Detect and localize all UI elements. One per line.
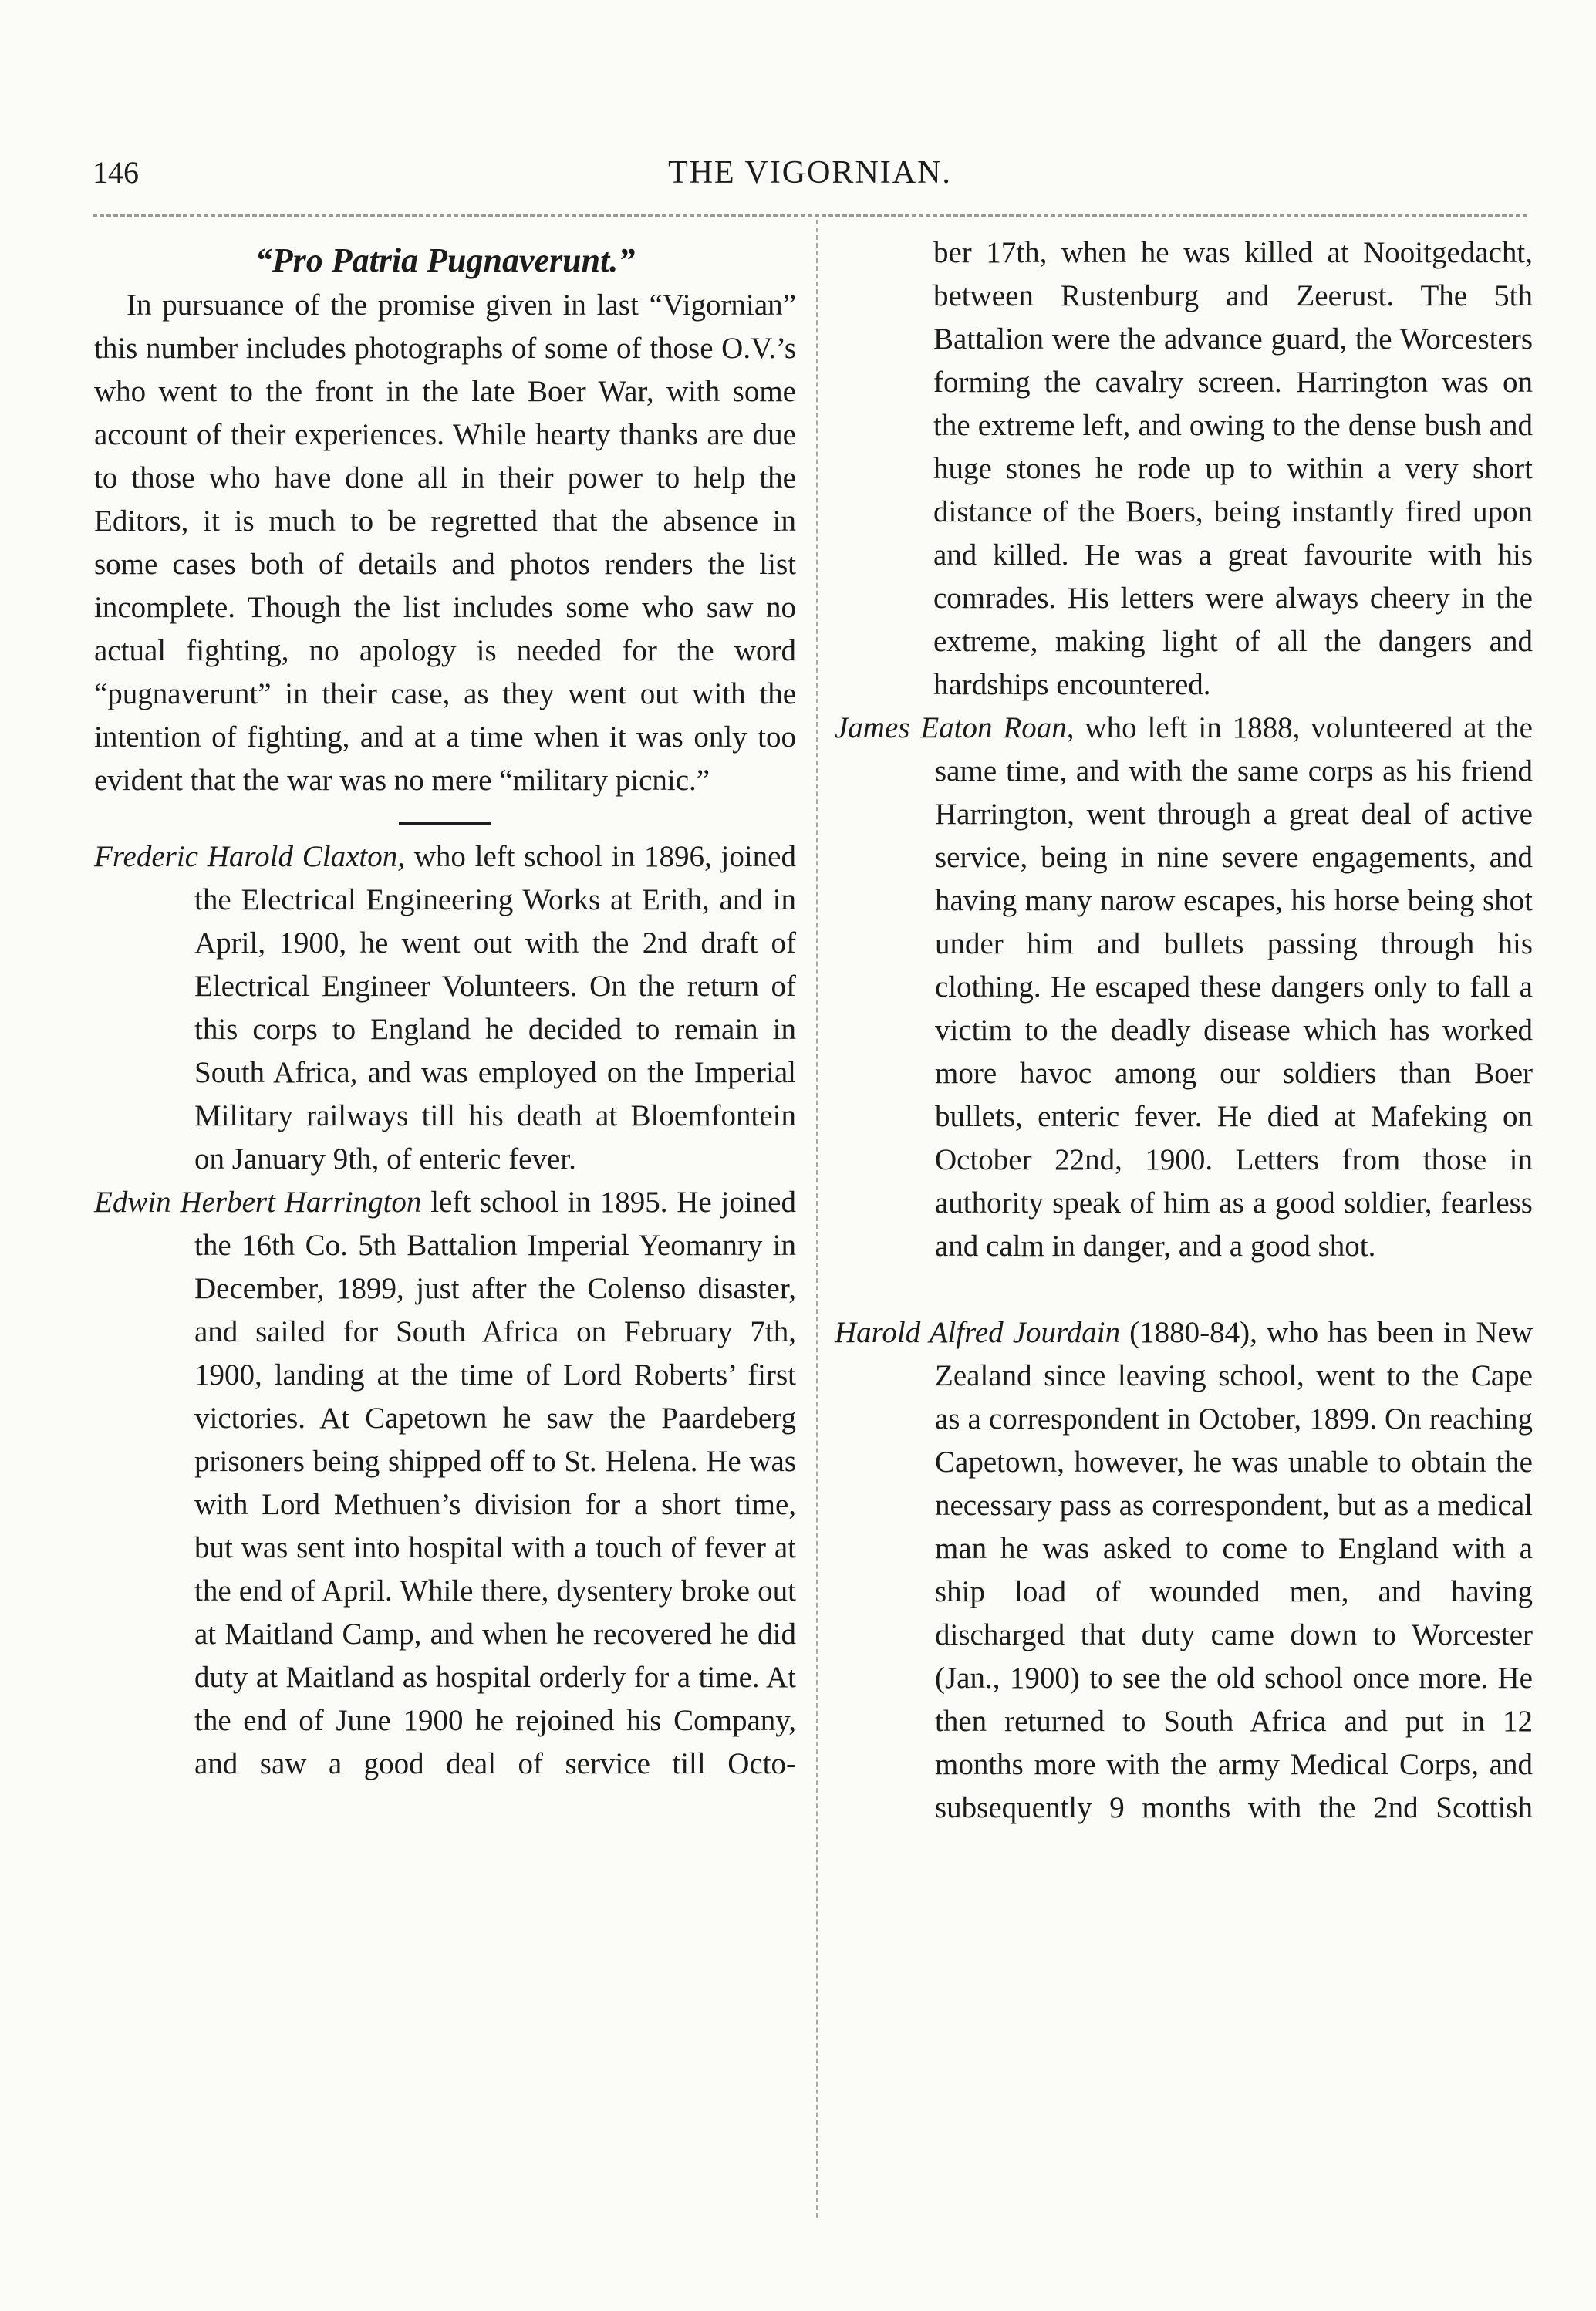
entry-harrington-continued: ber 17th, when he was killed at Nooitgedacht, between Rustenburg and Zeerust. The 5th Battalion were the advance guard, the Worcesters forming the cavalry screen. Harrington was on the extreme left, and owing to the dense bush and huge stones he rode up to within a very short distance of the Boers, being instantly fired upon and killed. He was a great favourite with his comrades. His letters were always cheery in the extreme, making light of all the dangers and hardships encountered.	[933, 236, 1533, 701]
entry-name: Harold Alfred Jourdain	[835, 1316, 1121, 1349]
entry-name: Frederic Harold Claxton,	[94, 840, 405, 873]
column-divider	[816, 220, 818, 2218]
right-column	[835, 231, 1533, 1830]
entry-text: who left in 1888, volunteered at the same time, and with the same corps as his friend Harrington, went through a great deal of active service, being in nine severe engagements, and having many narow escapes, his horse being shot under him and bullets passing through his clothing. He escaped these dangers only to fall a victim to the deadly disease which has worked more havoc among our soldiers than Boer bullets, enteric fever. He died at Mafeking on October 22nd, 1900. Letters from those in authority speak of him as a good soldier, fearless and calm in danger, and a good shot.	[935, 711, 1533, 1263]
section-rule	[399, 822, 491, 825]
spacer	[835, 1268, 1533, 1311]
entry-name: Edwin Herbert Harrington	[94, 1186, 422, 1219]
page-header	[93, 154, 1527, 201]
entry-text: left school in 1895. He joined the 16th Co. 5th Battalion Imperial Yeomanry in December, 1899, just after the Colenso disaster, and sailed for South Africa on February 7th, 1900, landing at the time of Lord Roberts’ first victories. At Capetown he saw the Paardeberg prisoners being shipped off to St. Helena. He was with Lord Methuen’s division for a short time, but was sent into hospital with a touch of fever at the end of April. While there, dysentery broke out at Maitland Camp, and when he recovered he did duty at Maitland as hospital orderly for a time. At the end of June 1900 he rejoined his Company, and saw a good deal of service till Octo-	[194, 1186, 796, 1780]
intro-paragraph: In pursuance of the promise given in last “Vigornian” this number includes photographs of some of those O.V.’s who went to the front in the late Boer War, with some account of their experiences. While hearty thanks are due to those who have done all in their power to help the Editors, it is much to be regretted that the absence in some cases both of details and photos renders the list incomplete. Though the list includes some who saw no actual fighting, no apology is needed for the word “pugnaverunt” in their case, as they went out with the intention of fighting, and at a time when it was only too evident that the war was no mere “military picnic.”	[94, 288, 796, 797]
running-title: THE VIGORNIAN.	[668, 155, 952, 191]
header-rule	[93, 214, 1527, 217]
entry-claxton	[94, 835, 796, 1181]
entry-roan	[835, 707, 1533, 1268]
entry-jourdain	[835, 1311, 1533, 1830]
entry-text: who left school in 1896, joined the Electrical Engineering Works at Erith, and in April, 1900, he went out with the 2nd draft of Electrical Engineer Volunteers. On the return of this corps to England he decided to remain in South Africa, and was employed on the Imperial Military railways till his death at Bloemfontein on January 9th, of enteric fever.	[194, 840, 796, 1176]
article-title: “Pro Patria Pugnaverunt.”	[255, 241, 636, 279]
entry-name: James Eaton Roan,	[835, 711, 1075, 744]
left-column	[94, 231, 796, 1786]
page-number: 146	[93, 155, 139, 190]
entry-harrington	[94, 1181, 796, 1786]
entry-text: (1880-84), who has been in New Zealand since leaving school, went to the Cape as a correspondent in October, 1899. On reaching Capetown, however, he was unable to obtain the necessary pass as correspondent, but as a medical man he was asked to come to England with a ship load of wounded men, and having discharged that duty came down to Worcester (Jan., 1900) to see the old school once more. He then returned to South Africa and put in 12 months more with the army Medical Corps, and subsequently 9 months with the 2nd Scottish	[935, 1316, 1533, 1824]
